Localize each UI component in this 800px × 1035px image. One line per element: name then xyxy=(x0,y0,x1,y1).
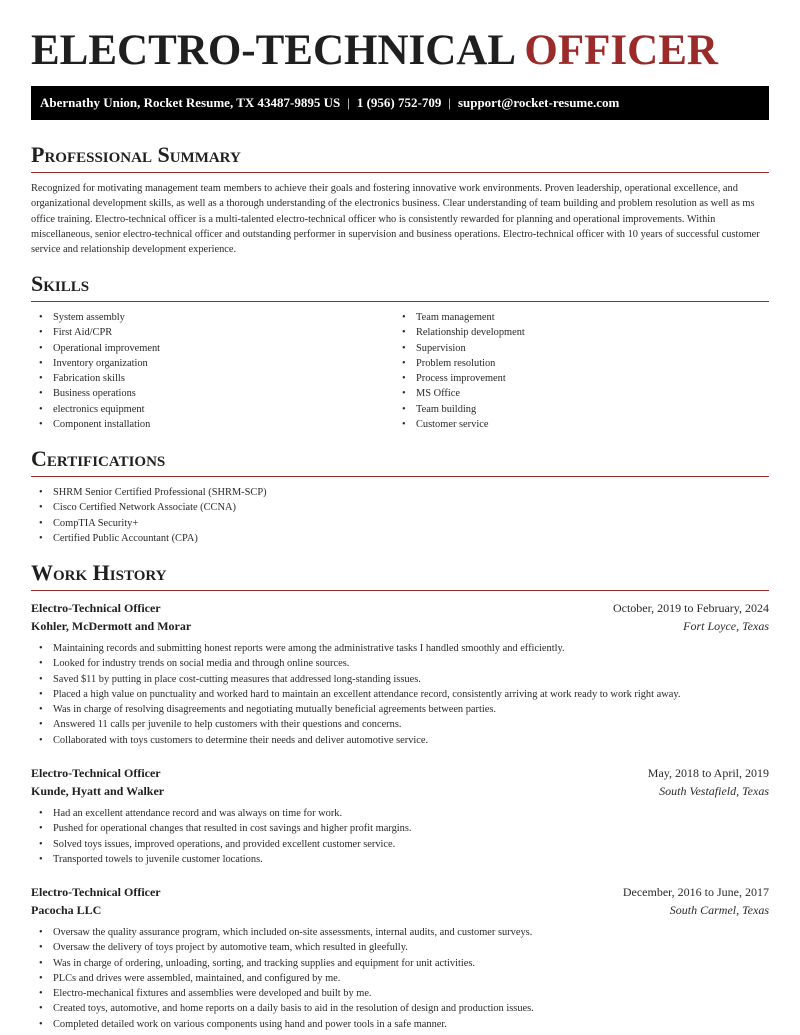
contact-address: Abernathy Union, Rocket Resume, TX 43487-9895 US xyxy=(40,95,341,110)
job-bullet: • Was in charge of ordering, unloading, sorting, and tracking supplies and equipment for unit activities. xyxy=(31,956,769,971)
certifications-list xyxy=(31,485,769,546)
skill-item: • Operational improvement xyxy=(31,341,391,356)
skills-heading: Skills xyxy=(31,271,769,302)
skills-right-list xyxy=(394,310,754,432)
skill-item: • Component installation xyxy=(31,417,391,432)
job-entry xyxy=(31,764,769,867)
contact-bar xyxy=(31,86,769,120)
job-bullet: • Answered 11 calls per juvenile to help customers with their questions and concerns. xyxy=(31,717,769,732)
skill-item: • electronics equipment xyxy=(31,402,391,417)
job-bullets xyxy=(31,806,769,867)
skill-item: • Team building xyxy=(394,402,754,417)
job-bullet: • Maintaining records and submitting honest reports were among the administrative tasks I handled smoothly and efficiently. xyxy=(31,641,769,656)
job-location: South Vestafield, Texas xyxy=(659,784,769,798)
job-company-row xyxy=(31,617,769,635)
job-location: Fort Loyce, Texas xyxy=(683,619,769,633)
job-entry xyxy=(31,599,769,748)
certifications-heading: Certifications xyxy=(31,446,769,477)
skill-item: • Process improvement xyxy=(394,371,754,386)
certification-item: • Cisco Certified Network Associate (CCNA) xyxy=(31,500,769,515)
contact-separator: | xyxy=(448,95,451,110)
contact-phone: 1 (956) 752-709 xyxy=(356,95,442,110)
summary-text: Recognized for motivating management team members to achieve their goals and fostering innovative work environments. Proven leadership, operational excellence, and organizational development skills, as well as a thorough understanding of the electronics business. Clear understanding of team building and problem resolution as well as ms office training. Electro-technical officer is a multi-talented electro-technical officer who is consistently rewarded for planning and operational improvements. Within miscellaneous, senior electro-technical officer and outstanding performer in supervision and business operations. Electro-technical officer with 10 years of successful customer service and relationship development experience. xyxy=(31,183,760,256)
job-bullet: • Had an excellent attendance record and was always on time for work. xyxy=(31,806,769,821)
job-company: Kunde, Hyatt and Walker xyxy=(31,784,165,798)
job-bullet: • PLCs and drives were assembled, maintained, and configured by me. xyxy=(31,971,769,986)
job-header-row xyxy=(31,599,769,617)
job-header-row xyxy=(31,764,769,782)
job-title: Electro-Technical Officer xyxy=(31,766,161,780)
job-bullet: • Saved $11 by putting in place cost-cutting measures that addressed long-standing issues. xyxy=(31,672,769,687)
job-bullet: • Electro-mechanical fixtures and assemblies were developed and built by me. xyxy=(31,986,769,1001)
certification-item: • Certified Public Accountant (CPA) xyxy=(31,531,769,546)
job-bullet: • Solved toys issues, improved operations, and provided excellent customer service. xyxy=(31,837,769,852)
skill-item: • Team management xyxy=(394,310,754,325)
job-bullet: • Oversaw the delivery of toys project by automotive team, which resulted in gleefully. xyxy=(31,940,769,955)
skill-item: • System assembly xyxy=(31,310,391,325)
job-company: Pacocha LLC xyxy=(31,903,102,917)
contact-separator: | xyxy=(347,95,350,110)
job-dates: October, 2019 to February, 2024 xyxy=(612,601,769,615)
skill-item: • Customer service xyxy=(394,417,754,432)
job-bullet: • Oversaw the quality assurance program, which included on-site assessments, internal audits, and customer surveys. xyxy=(31,925,769,940)
contact-email: support@rocket-resume.com xyxy=(457,95,620,110)
certifications-items xyxy=(31,485,769,546)
job-bullet: • Pushed for operational changes that resulted in cost savings and higher profit margins. xyxy=(31,821,769,836)
certification-item: • CompTIA Security+ xyxy=(31,516,769,531)
skill-item: • Relationship development xyxy=(394,325,754,340)
job-bullets xyxy=(31,925,769,1032)
job-bullet: • Transported towels to juvenile customer locations. xyxy=(31,852,769,867)
job-dates: May, 2018 to April, 2019 xyxy=(647,766,769,780)
job-location: South Carmel, Texas xyxy=(669,903,769,917)
job-bullets xyxy=(31,641,769,748)
job-bullet: • Was in charge of resolving disagreements and negotiating mutually beneficial agreements between parties. xyxy=(31,702,769,717)
job-bullet: • Created toys, automotive, and home reports on a daily basis to aid in the resolution of design and production issues. xyxy=(31,1001,769,1016)
skill-item: • MS Office xyxy=(394,386,754,401)
skill-item: • Inventory organization xyxy=(31,356,391,371)
job-company: Kohler, McDermott and Morar xyxy=(31,619,192,633)
job-company-row xyxy=(31,782,769,800)
job-bullet: • Placed a high value on punctuality and worked hard to maintain an excellent attendance record, consistently arriving at work ready to work right away. xyxy=(31,687,769,702)
skills-left-list xyxy=(31,310,391,432)
skills-right-column xyxy=(394,310,754,432)
job-entry xyxy=(31,883,769,1032)
job-title: Electro-Technical Officer xyxy=(31,885,161,899)
job-header-row xyxy=(31,883,769,901)
job-bullet: • Completed detailed work on various components using hand and power tools in a safe manner. xyxy=(31,1017,769,1032)
job-bullet: • Looked for industry trends on social media and through online sources. xyxy=(31,656,769,671)
skill-item: • First Aid/CPR xyxy=(31,325,391,340)
resume-title xyxy=(31,28,718,74)
job-dates: December, 2016 to June, 2017 xyxy=(622,885,769,899)
skill-item: • Problem resolution xyxy=(394,356,754,371)
skills-left-column xyxy=(31,310,391,432)
summary-heading: Professional Summary xyxy=(31,142,769,173)
skill-item: • Business operations xyxy=(31,386,391,401)
title-accent: OFFICER xyxy=(524,27,718,74)
skill-item: • Fabrication skills xyxy=(31,371,391,386)
job-title: Electro-Technical Officer xyxy=(31,601,161,615)
skill-item: • Supervision xyxy=(394,341,754,356)
title-main: ELECTRO-TECHNICAL xyxy=(31,27,514,74)
job-bullet: • Collaborated with toys customers to determine their needs and deliver automotive service. xyxy=(31,733,769,748)
work-history-heading: Work History xyxy=(31,560,769,591)
job-company-row xyxy=(31,901,769,919)
certification-item: • SHRM Senior Certified Professional (SHRM-SCP) xyxy=(31,485,769,500)
